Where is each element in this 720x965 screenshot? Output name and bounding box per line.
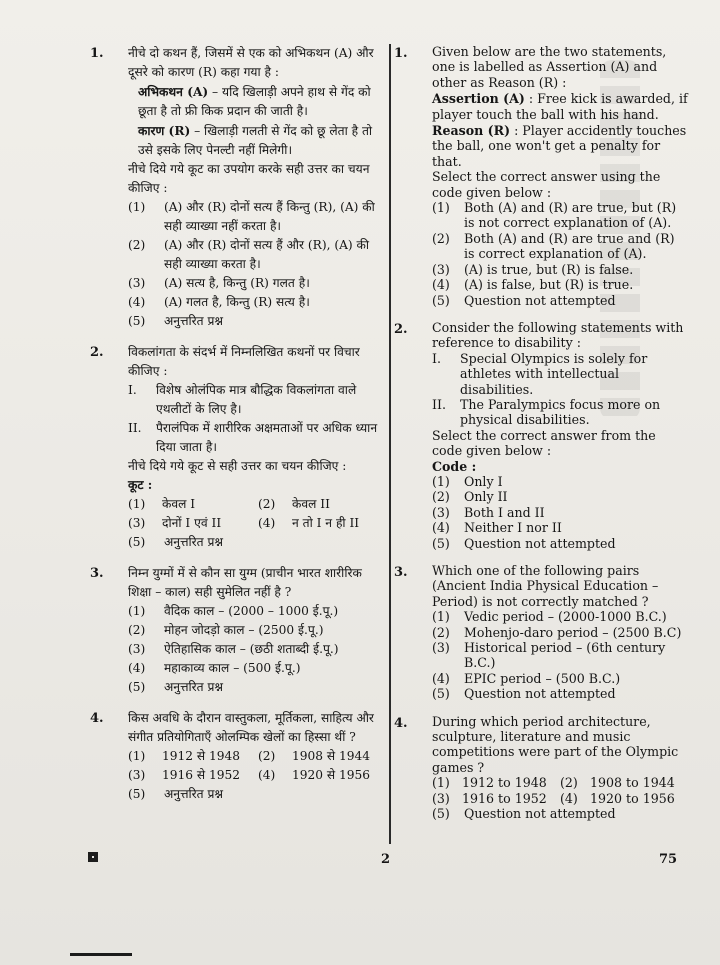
statement-number: II. bbox=[128, 421, 142, 435]
question-number: 2. bbox=[394, 321, 408, 337]
assertion-statement bbox=[128, 83, 388, 121]
option-text: 1920 to 1956 bbox=[590, 790, 675, 806]
option-text: Neither I nor II bbox=[464, 520, 562, 536]
option-number: (3) bbox=[432, 504, 450, 520]
option-number: (2) bbox=[128, 238, 146, 252]
option-number: (4) bbox=[258, 768, 276, 782]
question-intro: निम्न युग्मों में से कौन सा युग्म (प्राचीन भारत शारीरिक शिक्षा – काल) सही सुमेलित नहीं है ? bbox=[128, 566, 362, 599]
option-text: अनुत्तरित प्रश्न bbox=[164, 314, 224, 328]
option-number: (1) bbox=[128, 200, 146, 214]
option-text: Question not attempted bbox=[464, 535, 616, 551]
question-2-english bbox=[396, 320, 688, 551]
option-text: 1908 to 1944 bbox=[590, 775, 675, 791]
option-1[interactable] bbox=[432, 474, 688, 489]
page-number-right: 75 bbox=[659, 852, 678, 867]
option-text: 1916 से 1952 bbox=[162, 768, 241, 782]
assertion-label: Assertion (A) bbox=[432, 91, 525, 107]
option-2[interactable] bbox=[432, 489, 688, 504]
statement-text: विशेष ओलंपिक मात्र बौद्धिक विकलांगता वाले एथलीटों के लिए है। bbox=[156, 383, 357, 416]
option-number: (1) bbox=[432, 200, 450, 216]
option-number: (4) bbox=[560, 790, 578, 806]
statement-text: Special Olympics is solely for athletes with intellectual disabilities. bbox=[460, 350, 648, 397]
option-number: (3) bbox=[128, 642, 146, 656]
question-number: 1. bbox=[394, 46, 408, 61]
option-text: EPIC period – (500 B.C.) bbox=[464, 670, 621, 686]
statement-number: I. bbox=[432, 350, 441, 366]
option-3[interactable] bbox=[432, 791, 560, 806]
option-number: (1) bbox=[128, 497, 146, 511]
option-5[interactable] bbox=[128, 785, 388, 804]
options-grid bbox=[128, 495, 388, 533]
option-4[interactable] bbox=[560, 791, 688, 806]
option-4[interactable] bbox=[432, 520, 688, 535]
option-text: ऐतिहासिक काल – (छठी शताब्दी ई.पू.) bbox=[164, 642, 339, 656]
option-number: (2) bbox=[432, 489, 450, 505]
assertion-text: : Free kick is awarded, if player touch the ball with his hand. bbox=[432, 91, 688, 122]
question-instruction: नीचे दिये गये कूट का उपयोग करके सही उत्तर का चयन कीजिए : bbox=[128, 162, 370, 195]
question-number: 1. bbox=[90, 46, 104, 61]
option-number: (5) bbox=[432, 686, 450, 702]
option-number: (3) bbox=[432, 790, 450, 806]
english-column bbox=[396, 44, 688, 834]
reason-text: : Player accidently touches the ball, one won't get a penalty for that. bbox=[432, 123, 687, 169]
option-4[interactable] bbox=[128, 293, 388, 312]
reason-statement bbox=[128, 122, 388, 160]
reason-label: Reason (R) bbox=[432, 123, 511, 139]
option-2[interactable] bbox=[560, 775, 688, 790]
question-number: 3. bbox=[90, 566, 104, 581]
assertion-statement bbox=[432, 91, 688, 122]
option-number: (1) bbox=[128, 604, 146, 618]
assertion-text: – यदि खिलाड़ी अपने हाथ से गेंद को छूता है तो फ्री किक प्रदान की जाती है। bbox=[138, 85, 371, 118]
question-2-hindi bbox=[92, 343, 388, 552]
option-text: (A) गलत है, किन्तु (R) सत्य है। bbox=[164, 295, 310, 309]
option-number: (2) bbox=[128, 623, 146, 637]
reason-text: – खिलाड़ी गलती से गेंद को छू लेता है तो उसे इसके लिए पेनल्टी नहीं मिलेगी। bbox=[138, 124, 373, 157]
option-text: Only II bbox=[464, 489, 508, 505]
question-3-hindi bbox=[92, 564, 388, 697]
option-text: Mohenjo-daro period – (2500 B.C) bbox=[464, 624, 682, 640]
question-intro: Given below are the two statements, one is labelled as Assertion (A) and other as Reason (R) : bbox=[432, 44, 667, 90]
option-3[interactable] bbox=[432, 262, 688, 277]
option-4[interactable] bbox=[258, 766, 388, 785]
option-number: (2) bbox=[432, 624, 450, 640]
option-1[interactable] bbox=[128, 198, 388, 236]
option-text: 1920 से 1956 bbox=[292, 768, 371, 782]
column-divider bbox=[389, 44, 391, 844]
assertion-label: अभिकथन (A) bbox=[138, 85, 209, 99]
statement-1 bbox=[432, 351, 688, 397]
option-text: Question not attempted bbox=[464, 686, 616, 702]
option-text: Both I and II bbox=[464, 504, 545, 520]
registration-square-icon bbox=[88, 852, 98, 862]
option-text: (A) is false, but (R) is true. bbox=[464, 277, 634, 293]
option-2[interactable] bbox=[432, 231, 688, 262]
option-1[interactable] bbox=[128, 747, 258, 766]
option-text: Question not attempted bbox=[464, 292, 616, 308]
option-number: (4) bbox=[258, 516, 276, 530]
statement-2 bbox=[128, 419, 388, 457]
option-text: अनुत्तरित प्रश्न bbox=[164, 787, 224, 801]
option-5[interactable] bbox=[432, 686, 688, 701]
option-number: (1) bbox=[432, 473, 450, 489]
question-number: 4. bbox=[394, 715, 408, 731]
option-3[interactable] bbox=[432, 640, 688, 671]
option-number: (3) bbox=[128, 276, 146, 290]
option-number: (4) bbox=[128, 661, 146, 675]
option-1[interactable] bbox=[128, 602, 388, 621]
question-number: 4. bbox=[90, 711, 104, 726]
option-text: (A) और (R) दोनों सत्य हैं किन्तु (R), (A) की सही व्याख्या नहीं करता है। bbox=[164, 200, 375, 233]
option-3[interactable] bbox=[128, 766, 258, 785]
option-text: अनुत्तरित प्रश्न bbox=[164, 535, 224, 549]
option-number: (5) bbox=[432, 535, 450, 551]
statement-1 bbox=[128, 381, 388, 419]
options-grid bbox=[128, 747, 388, 785]
statement-number: II. bbox=[432, 396, 446, 412]
option-text: महाकाव्य काल – (500 ई.पू.) bbox=[164, 661, 301, 675]
options-grid bbox=[432, 775, 688, 806]
bottom-rule bbox=[70, 953, 132, 956]
question-4-english bbox=[396, 714, 688, 822]
option-number: (2) bbox=[560, 775, 578, 791]
question-intro: किस अवधि के दौरान वास्तुकला, मूर्तिकला, साहित्य और संगीत प्रतियोगिताएँ ओलम्पिक खेलों का हिस्सा थीं ? bbox=[128, 711, 374, 744]
option-number: (5) bbox=[432, 292, 450, 308]
option-number: (5) bbox=[432, 806, 450, 822]
option-text: (A) सत्य है, किन्तु (R) गलत है। bbox=[164, 276, 310, 290]
option-text: Historical period – (6th century B.C.) bbox=[464, 640, 666, 671]
option-5[interactable] bbox=[128, 312, 388, 331]
option-2[interactable] bbox=[258, 495, 388, 514]
option-2[interactable] bbox=[258, 747, 388, 766]
option-4[interactable] bbox=[432, 277, 688, 292]
question-intro: नीचे दो कथन हैं, जिसमें से एक को अभिकथन (A) और दूसरे को कारण (R) कहा गया है : bbox=[128, 46, 374, 79]
option-number: (1) bbox=[432, 609, 450, 625]
option-text: वैदिक काल – (2000 – 1000 ई.पू.) bbox=[164, 604, 339, 618]
option-4[interactable] bbox=[432, 671, 688, 686]
reason-label: कारण (R) bbox=[138, 124, 191, 138]
option-number: (5) bbox=[128, 787, 146, 801]
option-number: (1) bbox=[432, 775, 450, 791]
question-1-english bbox=[396, 44, 688, 308]
option-5[interactable] bbox=[432, 293, 688, 308]
option-5[interactable] bbox=[432, 806, 688, 821]
hindi-column bbox=[92, 44, 388, 816]
question-intro: विकलांगता के संदर्भ में निम्नलिखित कथनों पर विचार कीजिए : bbox=[128, 345, 360, 378]
option-2[interactable] bbox=[128, 236, 388, 274]
option-text: Both (A) and (R) are true and (R) is correct explanation of (A). bbox=[464, 230, 675, 262]
question-instruction: नीचे दिये गये कूट से सही उत्तर का चयन कीजिए : bbox=[128, 459, 347, 473]
option-text: न तो I न ही II bbox=[292, 516, 360, 530]
question-instruction: Select the correct answer from the code given below : bbox=[432, 427, 656, 459]
question-number: 3. bbox=[394, 565, 408, 580]
statement-2 bbox=[432, 397, 688, 428]
option-number: (4) bbox=[432, 277, 450, 293]
option-2[interactable] bbox=[128, 621, 388, 640]
option-text: Question not attempted bbox=[464, 806, 616, 822]
code-label: Code : bbox=[432, 458, 477, 474]
statement-text: The Paralympics focus more on physical disabilities. bbox=[460, 396, 661, 428]
option-text: 1912 से 1948 bbox=[162, 749, 241, 763]
option-4[interactable] bbox=[128, 659, 388, 678]
option-3[interactable] bbox=[128, 640, 388, 659]
option-text: Only I bbox=[464, 473, 503, 489]
option-number: (5) bbox=[128, 314, 146, 328]
option-text: (A) और (R) दोनों सत्य हैं और (R), (A) की सही व्याख्या करता है। bbox=[164, 238, 370, 271]
question-intro: Which one of the following pairs (Ancient India Physical Education – Period) is not correctly matched ? bbox=[432, 563, 659, 609]
question-intro: During which period architecture, sculpture, literature and music competitions were part of the Olympic games ? bbox=[432, 713, 679, 775]
option-number: (3) bbox=[432, 261, 450, 277]
option-text: 1908 से 1944 bbox=[292, 749, 371, 763]
option-number: (4) bbox=[432, 670, 450, 686]
option-number: (2) bbox=[258, 749, 276, 763]
code-label: कूट : bbox=[128, 478, 153, 492]
option-number: (2) bbox=[432, 230, 450, 246]
question-3-english bbox=[396, 563, 688, 702]
option-4[interactable] bbox=[258, 514, 388, 533]
option-number: (3) bbox=[128, 516, 146, 530]
statement-text: पैरालंपिक में शारीरिक अक्षमताओं पर अधिक ध्यान दिया जाता है। bbox=[156, 421, 378, 454]
option-5[interactable] bbox=[432, 536, 688, 551]
question-number: 2. bbox=[90, 345, 104, 360]
option-number: (2) bbox=[258, 497, 276, 511]
option-1[interactable] bbox=[432, 775, 560, 790]
option-5[interactable] bbox=[128, 678, 388, 697]
option-text: अनुत्तरित प्रश्न bbox=[164, 680, 224, 694]
option-5[interactable] bbox=[128, 533, 388, 552]
statement-number: I. bbox=[128, 383, 137, 397]
option-1[interactable] bbox=[432, 609, 688, 624]
option-number: (3) bbox=[432, 640, 450, 656]
option-3[interactable] bbox=[128, 514, 258, 533]
page-number-center: 2 bbox=[381, 852, 391, 867]
question-4-hindi bbox=[92, 709, 388, 804]
question-instruction: Select the correct answer using the code given below : bbox=[432, 169, 661, 200]
reason-statement bbox=[432, 123, 688, 169]
option-text: Both (A) and (R) are true, but (R) is not correct explanation of (A). bbox=[464, 200, 677, 231]
option-3[interactable] bbox=[128, 274, 388, 293]
option-number: (3) bbox=[128, 768, 146, 782]
option-text: 1912 to 1948 bbox=[462, 775, 547, 791]
question-1-hindi bbox=[92, 44, 388, 331]
option-1[interactable] bbox=[128, 495, 258, 514]
option-number: (1) bbox=[128, 749, 146, 763]
option-text: Vedic period – (2000-1000 B.C.) bbox=[464, 609, 667, 625]
option-text: केवल II bbox=[292, 497, 330, 511]
option-2[interactable] bbox=[432, 625, 688, 640]
option-text: केवल I bbox=[162, 497, 196, 511]
question-intro: Consider the following statements with reference to disability : bbox=[432, 319, 684, 351]
option-number: (5) bbox=[128, 535, 146, 549]
option-number: (5) bbox=[128, 680, 146, 694]
option-3[interactable] bbox=[432, 505, 688, 520]
option-1[interactable] bbox=[432, 200, 688, 231]
option-text: दोनों I एवं II bbox=[162, 516, 222, 530]
option-text: 1916 to 1952 bbox=[462, 790, 547, 806]
option-number: (4) bbox=[128, 295, 146, 309]
option-number: (4) bbox=[432, 520, 450, 536]
option-text: (A) is true, but (R) is false. bbox=[464, 261, 634, 277]
option-text: मोहन जोदड़ो काल – (2500 ई.पू.) bbox=[164, 623, 324, 637]
